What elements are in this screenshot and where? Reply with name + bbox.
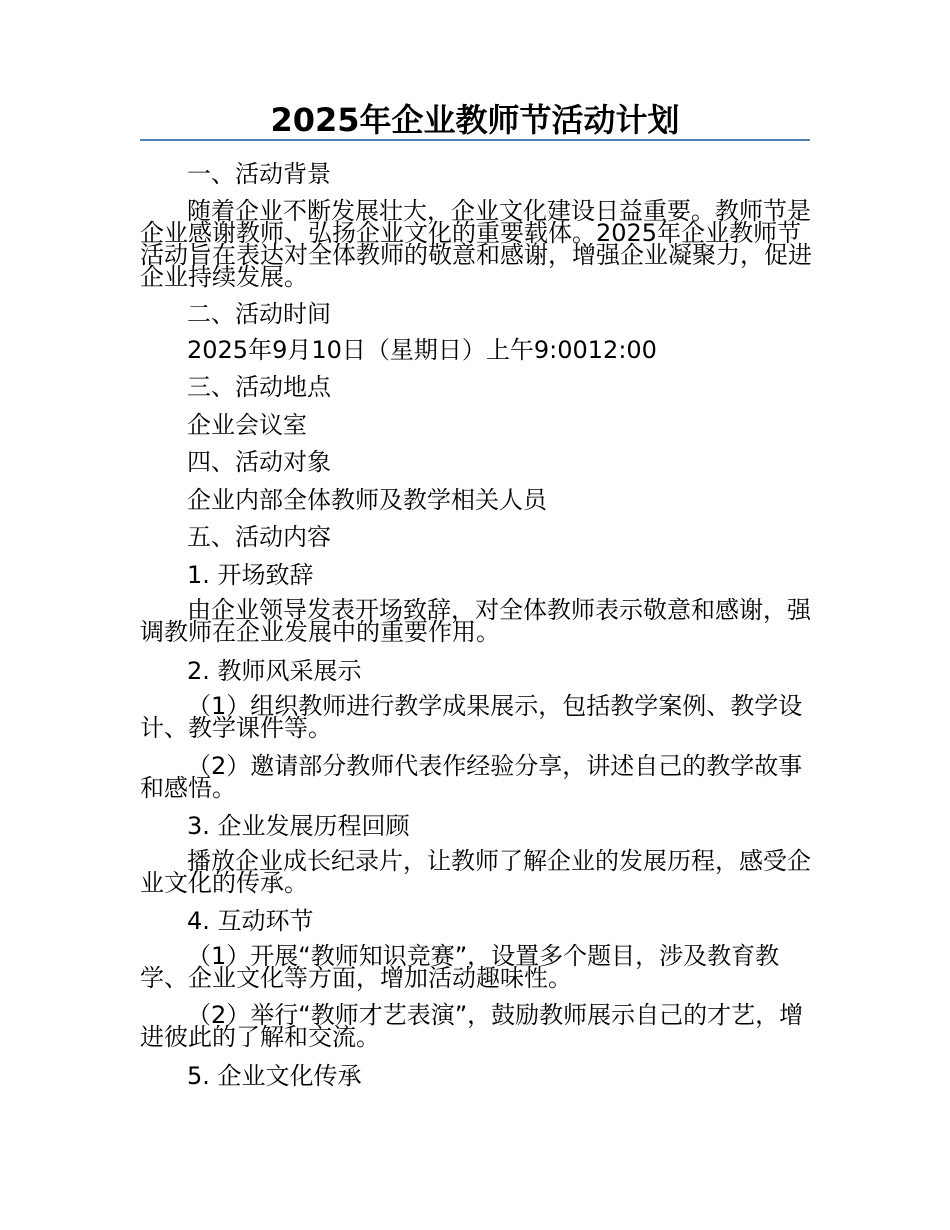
paragraph-teacher-showcase-1: （1）组织教师进行教学成果展示，包括教学案例、教学设计、教学课件等。 bbox=[140, 692, 803, 742]
subheading-teacher-showcase: 2. 教师风采展示 bbox=[187, 657, 362, 685]
paragraph-interaction-1: （1）开展“教师知识竞赛”，设置多个题目，涉及教育教学、企业文化等方面，增加活动趣味性。 bbox=[140, 942, 780, 992]
subheading-interaction: 4. 互动环节 bbox=[187, 907, 314, 935]
paragraph-audience: 企业内部全体教师及教学相关人员 bbox=[187, 486, 547, 514]
paragraph-history-review: 播放企业成长纪录片，让教师了解企业的发展历程，感受企业文化的传承。 bbox=[140, 847, 811, 897]
paragraph-opening-speech: 由企业领导发表开场致辞，对全体教师表示敬意和感谢，强调教师在企业发展中的重要作用。 bbox=[140, 596, 811, 646]
section-heading-time: 二、活动时间 bbox=[187, 300, 331, 328]
section-heading-audience: 四、活动对象 bbox=[187, 448, 331, 476]
document-title: 2025年企业教师节活动计划 bbox=[270, 101, 680, 139]
subheading-history-review: 3. 企业发展历程回顾 bbox=[187, 812, 410, 840]
subheading-opening-speech: 1. 开场致辞 bbox=[187, 561, 314, 589]
paragraph-background: 随着企业不断发展壮大，企业文化建设日益重要。教师节是企业感谢教师、弘扬企业文化的重要载体。2025年企业教师节活动旨在表达对全体教师的敬意和感谢，增强企业凝聚力，促进企业持续发展。 bbox=[140, 197, 812, 291]
section-heading-background: 一、活动背景 bbox=[187, 160, 331, 188]
paragraph-interaction-2: （2）举行“教师才艺表演”，鼓励教师展示自己的才艺，增进彼此的了解和交流。 bbox=[140, 1001, 804, 1051]
paragraph-teacher-showcase-2: （2）邀请部分教师代表作经验分享，讲述自己的教学故事和感悟。 bbox=[140, 752, 803, 802]
paragraph-time: 2025年9月10日（星期日）上午9:0012:00 bbox=[187, 336, 657, 364]
title-underline bbox=[140, 139, 810, 141]
section-heading-content: 五、活动内容 bbox=[187, 523, 331, 551]
paragraph-location: 企业会议室 bbox=[187, 411, 307, 439]
section-heading-location: 三、活动地点 bbox=[187, 373, 331, 401]
subheading-culture-heritage: 5. 企业文化传承 bbox=[187, 1062, 362, 1090]
